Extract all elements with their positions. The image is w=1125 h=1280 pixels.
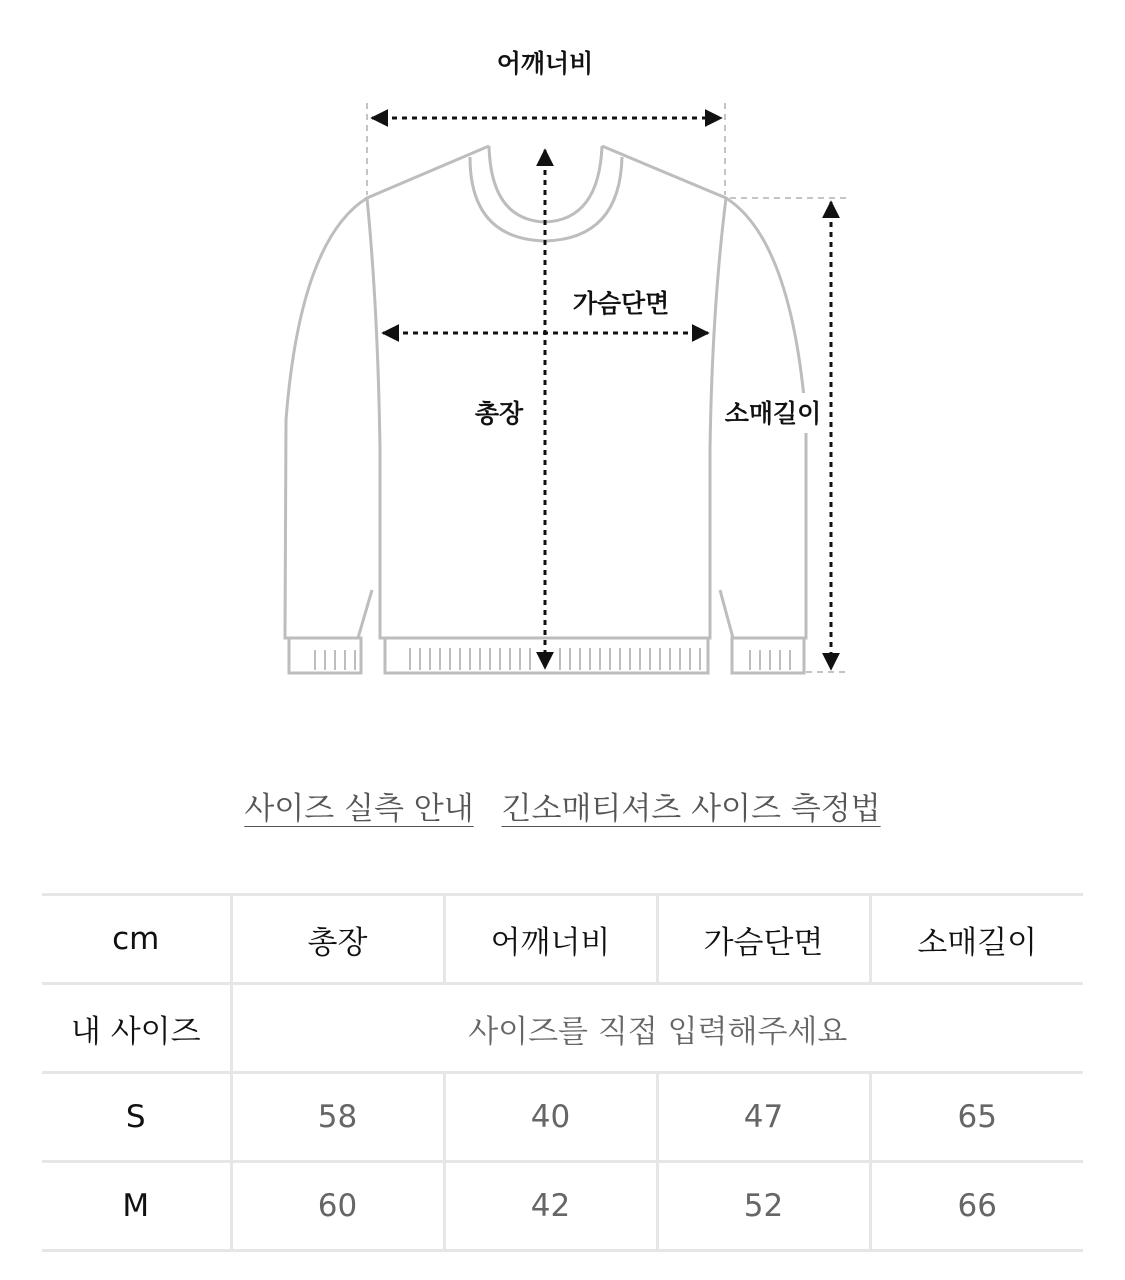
header-sleeve: 소매길이	[870, 895, 1083, 984]
header-length: 총장	[231, 895, 444, 984]
size-value: 52	[657, 1162, 870, 1251]
size-value: 42	[444, 1162, 657, 1251]
my-size-label: 내 사이즈	[42, 984, 231, 1073]
size-guide-link[interactable]: 사이즈 실측 안내	[244, 791, 474, 827]
measure-guide-link[interactable]: 긴소매티셔츠 사이즈 측정법	[501, 791, 881, 827]
table-row	[42, 1073, 1083, 1162]
size-links	[0, 783, 1125, 828]
table-row	[42, 1162, 1083, 1251]
header-chest: 가슴단면	[657, 895, 870, 984]
size-value: 58	[231, 1073, 444, 1162]
length-label: 총장	[474, 399, 524, 428]
my-size-row	[42, 984, 1083, 1073]
sleeve-label: 소매길이	[724, 399, 822, 428]
size-value: 66	[870, 1162, 1083, 1251]
size-value: 47	[657, 1073, 870, 1162]
table-header-row	[42, 895, 1083, 984]
header-shoulder: 어깨너비	[444, 895, 657, 984]
unit-header: cm	[42, 895, 231, 984]
size-table	[42, 893, 1083, 1252]
shoulder-label: 어깨너비	[496, 49, 594, 78]
size-name: S	[42, 1073, 231, 1162]
my-size-input-prompt[interactable]: 사이즈를 직접 입력해주세요	[231, 984, 1083, 1073]
chest-label: 가슴단면	[572, 289, 670, 318]
size-value: 60	[231, 1162, 444, 1251]
size-name: M	[42, 1162, 231, 1251]
size-value: 40	[444, 1073, 657, 1162]
size-value: 65	[870, 1073, 1083, 1162]
